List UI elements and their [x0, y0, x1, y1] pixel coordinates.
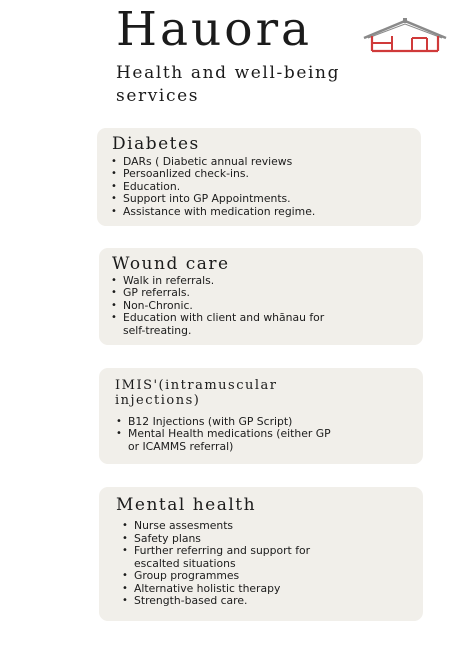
section-heading: Mental health [116, 495, 257, 515]
list-item: • Group programmes [122, 570, 342, 583]
list-item: • DARs ( Diabetic annual reviews [111, 156, 315, 168]
page-title: Hauora [116, 2, 313, 57]
mental-health-card [99, 487, 423, 621]
list-item: • Alternative holistic therapy [122, 583, 342, 596]
diabetes-card [97, 128, 421, 226]
wound-care-card [99, 248, 423, 345]
section-heading: Wound care [112, 254, 230, 274]
list-item: • Nurse assesments [122, 520, 342, 533]
list-item: • Education with client and whānau for self-treating. [111, 312, 341, 337]
list-item: • GP referrals. [111, 287, 341, 299]
list-item: • Education. [111, 181, 315, 193]
list-item: • Strength-based care. [122, 595, 342, 608]
service-list [122, 520, 342, 608]
list-item: • Further referring and support for escalted situations [122, 545, 342, 570]
section-heading: Diabetes [112, 134, 200, 154]
injections-card [99, 368, 423, 464]
list-item: • Assistance with medication regime. [111, 206, 315, 218]
list-item: • Safety plans [122, 533, 342, 546]
list-item: • Persoanlized check-ins. [111, 168, 315, 180]
page-subtitle: Health and well-being services [116, 63, 341, 106]
list-item: • Walk in referrals. [111, 275, 341, 287]
service-list [116, 416, 336, 453]
section-heading: IMIS'(intramuscular injections) [115, 378, 278, 408]
list-item: • Support into GP Appointments. [111, 193, 315, 205]
service-list [111, 275, 341, 337]
list-item: • Non-Chronic. [111, 300, 341, 312]
service-list [111, 156, 315, 218]
house-logo-icon [362, 18, 448, 56]
list-item: • Mental Health medications (either GP or ICAMMS referral) [116, 428, 336, 453]
list-item: • B12 Injections (with GP Script) [116, 416, 336, 428]
